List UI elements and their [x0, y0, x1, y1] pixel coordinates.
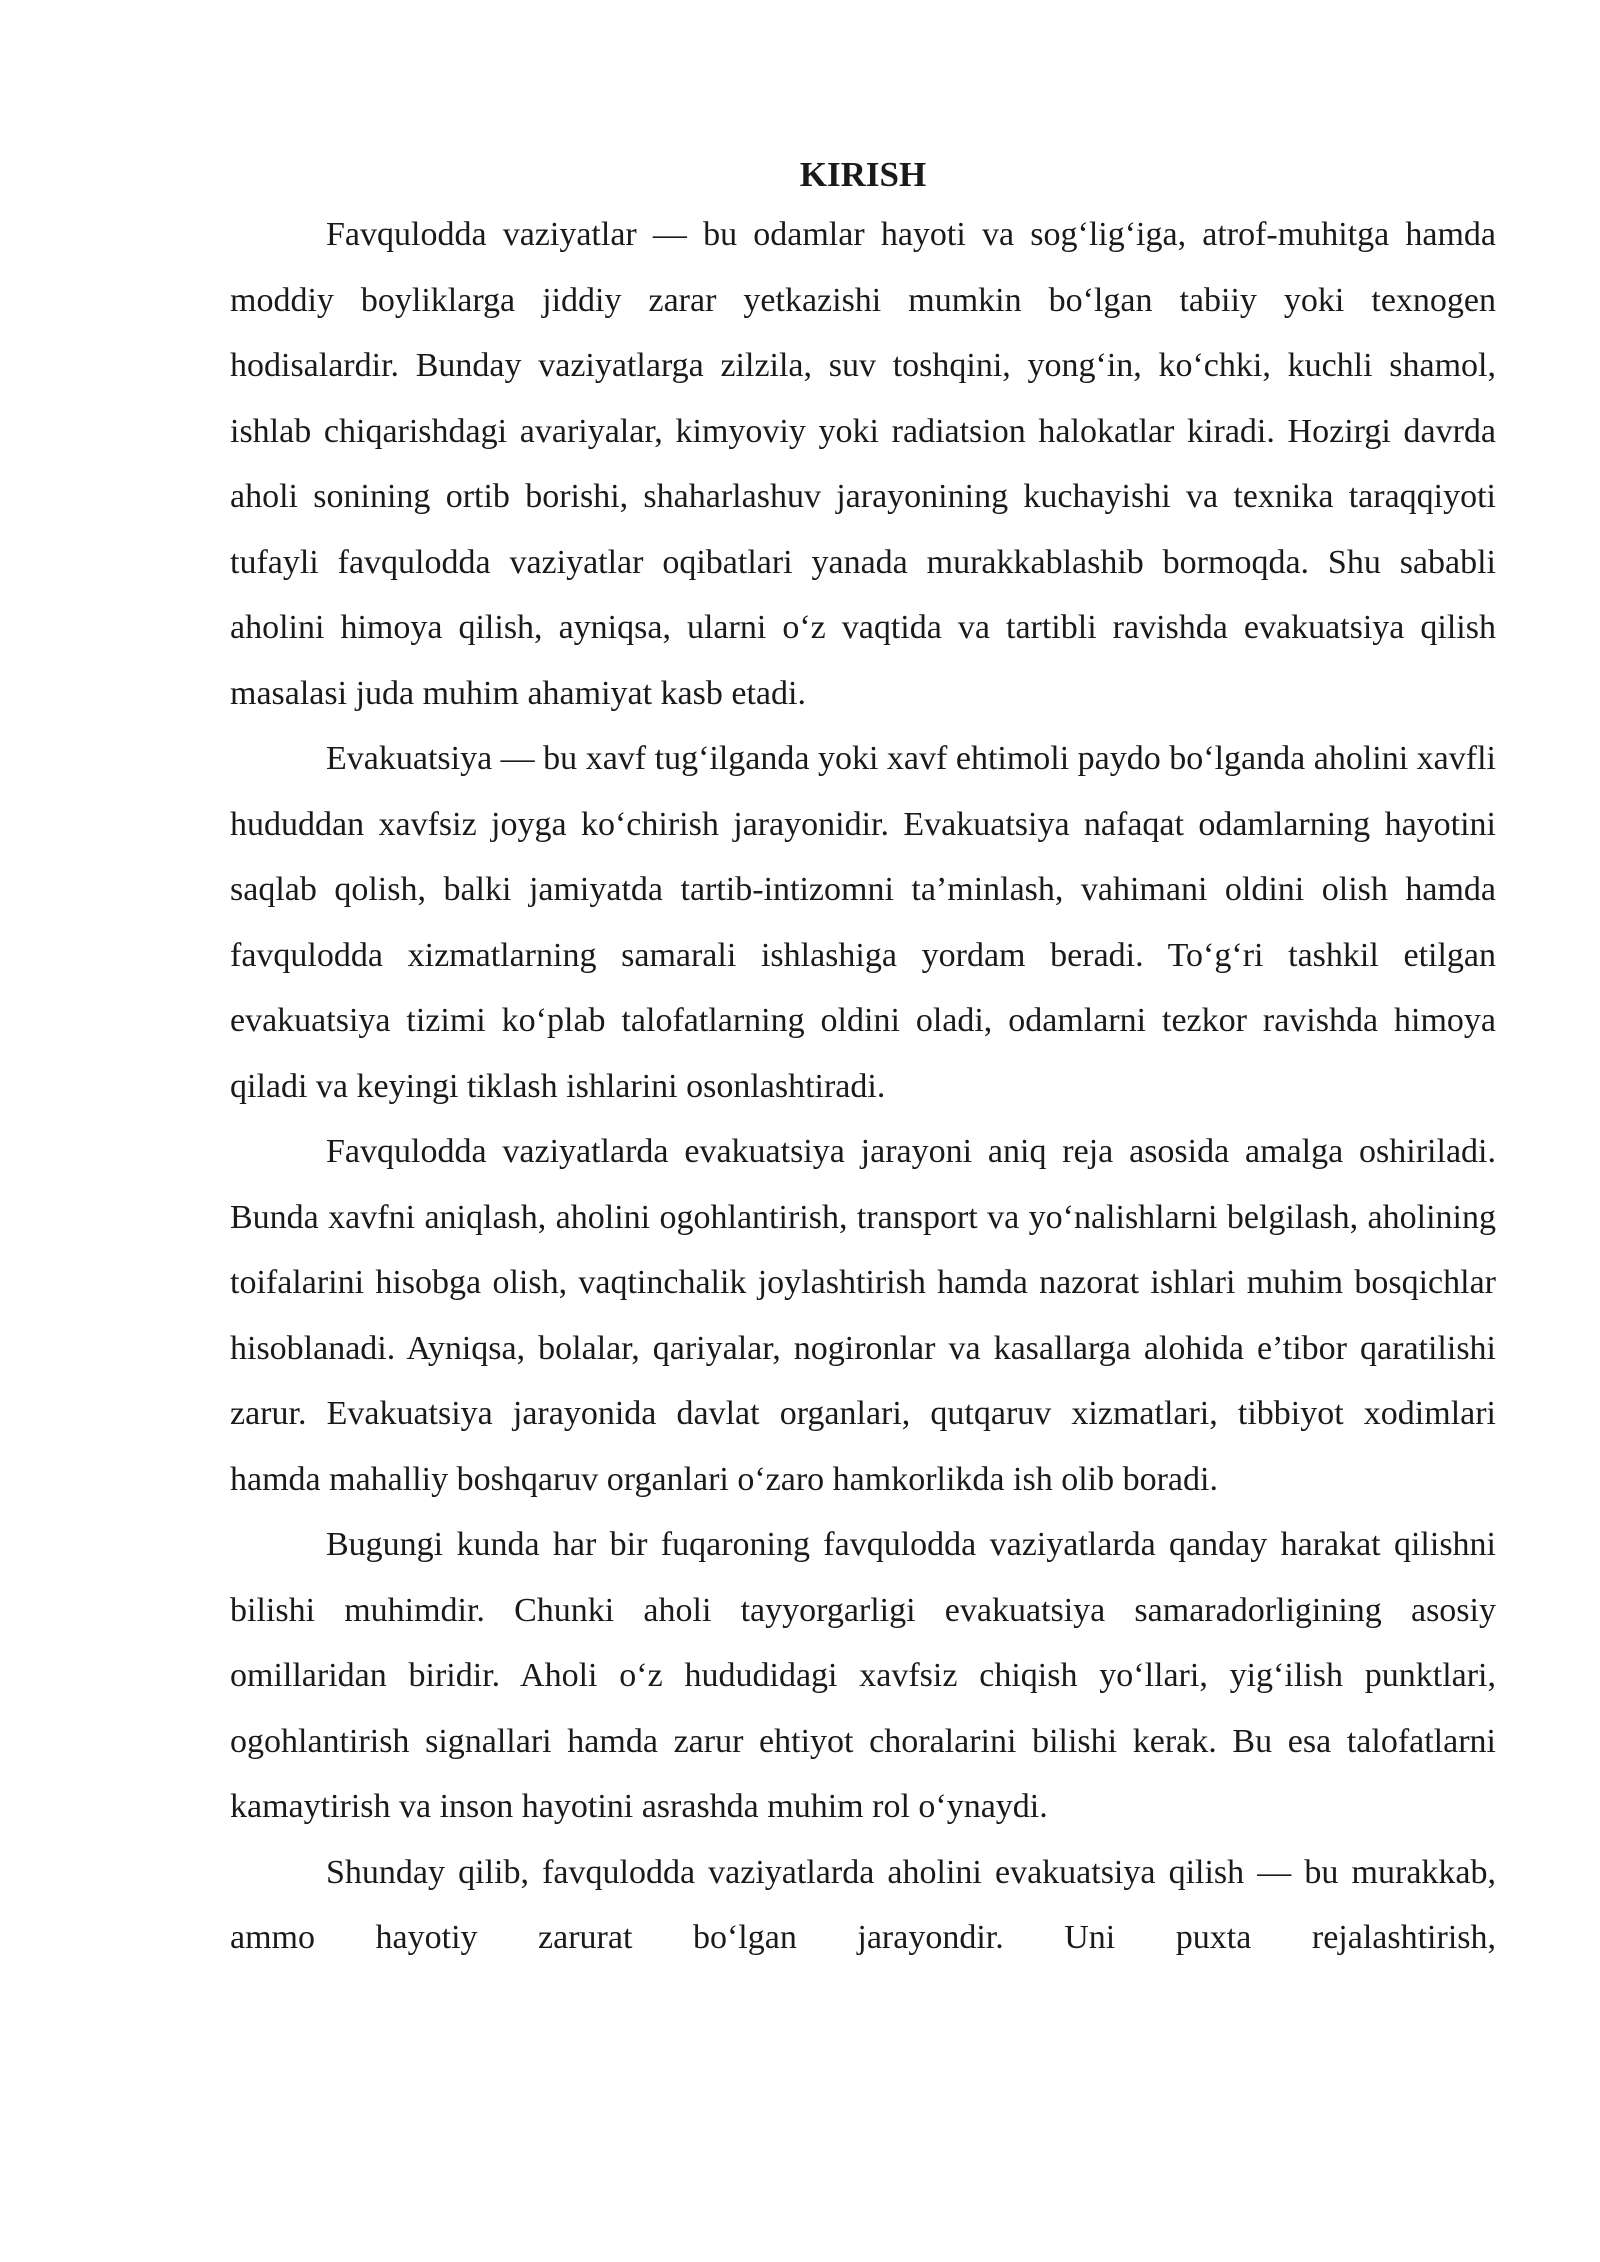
- paragraph-1: Favqulodda vaziyatlar — bu odamlar hayoti va sog‘lig‘iga, atrof-muhitga hamda moddiy boyliklarga jiddiy zarar yetkazishi mumkin bo‘lgan tabiiy yoki texnogen hodisalardir. Bunday vaziyatlarga zilzila, suv toshqini, yong‘in, ko‘chki, kuchli shamol, ishlab chiqarishdagi avariyalar, kimyoviy yoki radiatsion halokatlar kiradi. Hozirgi davrda aholi sonining ortib borishi, shaharlashuv jarayonining kuchayishi va texnika taraqqiyoti tufayli favqulodda vaziyatlar oqibatlari yanada murakkablashib bormoqda. Shu sababli aholini himoya qilish, ayniqsa, ularni o‘z vaqtida va tartibli ravishda evakuatsiya qilish masalasi juda muhim ahamiyat kasb etadi.: [230, 216, 1496, 712]
- paragraph-2: Evakuatsiya — bu xavf tug‘ilganda yoki xavf ehtimoli paydo bo‘lganda aholini xavfli hududdan xavfsiz joyga ko‘chirish jarayonidir. Evakuatsiya nafaqat odamlarning hayotini saqlab qolish, balki jamiyatda tartib-intizomni ta’minlash, vahimani oldini olish hamda favqulodda xizmatlarning samarali ishlashiga yordam beradi. To‘g‘ri tashkil etilgan evakuatsiya tizimi ko‘plab talofatlarning oldini oladi, odamlarni tezkor ravishda himoya qiladi va keyingi tiklash ishlarini osonlashtiradi.: [230, 740, 1496, 1105]
- document-page: [230, 148, 1496, 1971]
- document-heading: KIRISH: [799, 155, 927, 194]
- paragraph-5: Shunday qilib, favqulodda vaziyatlarda aholini evakuatsiya qilish — bu murakkab, ammo hayotiy zarurat bo‘lgan jarayondir. Uni puxta rejalashtirish,: [230, 1853, 1496, 1956]
- paragraph-3: Favqulodda vaziyatlarda evakuatsiya jarayoni aniq reja asosida amalga oshiriladi. Bunda xavfni aniqlash, aholini ogohlantirish, transport va yo‘nalishlarni belgilash, aholining toifalarini hisobga olish, vaqtinchalik joylashtirish hamda nazorat ishlari muhim bosqichlar hisoblanadi. Ayniqsa, bolalar, qariyalar, nogironlar va kasallarga alohida e’tibor qaratilishi zarur. Evakuatsiya jarayonida davlat organlari, qutqaruv xizmatlari, tibbiyot xodimlari hamda mahalliy boshqaruv organlari o‘zaro hamkorlikda ish olib boradi.: [230, 1133, 1496, 1498]
- paragraph-4: Bugungi kunda har bir fuqaroning favqulodda vaziyatlarda qanday harakat qilishni bilishi muhimdir. Chunki aholi tayyorgarligi evakuatsiya samaradorligining asosiy omillaridan biridir. Aholi o‘z hududidagi xavfsiz chiqish yo‘llari, yig‘ilish punktlari, ogohlantirish signallari hamda zarur ehtiyot choralarini bilishi kerak. Bu esa talofatlarni kamaytirish va inson hayotini asrashda muhim rol o‘ynaydi.: [230, 1526, 1496, 1825]
